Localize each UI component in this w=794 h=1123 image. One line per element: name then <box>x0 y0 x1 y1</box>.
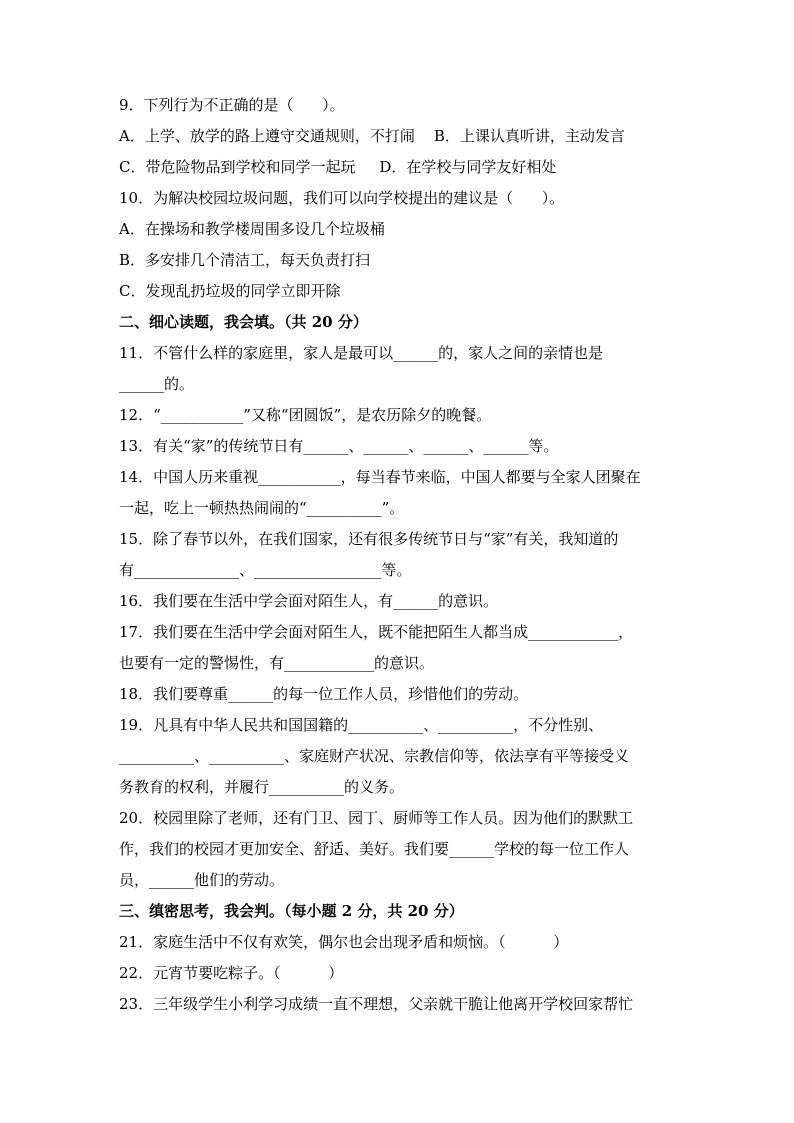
text-line: C．发现乱扔垃圾的同学立即开除 <box>119 282 341 300</box>
text-line: C．带危险物品到学校和同学一起玩 D．在学校与同学友好相处 <box>119 158 557 176</box>
section-heading: 二、细心读题，我会填。（共 20 分） <box>119 313 368 331</box>
text-line: 员，______他们的劳动。 <box>119 871 285 889</box>
text-line: 20．校园里除了老师，还有门卫、园丁、厨师等工作人员。因为他们的默默工 <box>119 809 634 827</box>
text-line: 11．不管什么样的家庭里，家人是最可以______的，家人之间的亲情也是 <box>119 344 604 362</box>
text-line: 18．我们要尊重______的每一位工作人员，珍惜他们的劳动。 <box>119 685 529 703</box>
text-line: 一起，吃上一顿热热闹闹的“__________”。 <box>119 499 405 517</box>
text-line: 19．凡具有中华人民共和国国籍的__________、__________，不分性别、 <box>119 716 604 734</box>
text-line: 14．中国人历来重视___________，每当春节来临，中国人都要与全家人团聚在 <box>119 468 641 486</box>
text-line: 有______________、_________________等。 <box>119 561 412 579</box>
text-line: 13．有关“家”的传统节日有______、______、______、______等。 <box>119 437 559 455</box>
text-line: 务教育的权利，并履行__________的义务。 <box>119 778 405 796</box>
section-heading: 三、缜密思考，我会判。（每小题 2 分，共 20 分） <box>119 902 464 920</box>
text-line: 21．家庭生活中不仅有欢笑，偶尔也会出现矛盾和烦恼。（ ） <box>119 933 569 951</box>
text-line: 23．三年级学生小利学习成绩一直不理想，父亲就干脆让他离开学校回家帮忙 <box>119 995 634 1013</box>
text-line: __________、__________、家庭财产状况、宗教信仰等，依法享有平等接受义 <box>119 747 630 765</box>
text-line: 16．我们要在生活中学会面对陌生人，有______的意识。 <box>119 592 499 610</box>
text-line: ______的。 <box>119 375 195 393</box>
text-line: 9．下列行为不正确的是（ ）。 <box>119 96 345 114</box>
text-line: 10．为解决校园垃圾问题，我们可以向学校提出的建议是（ ）。 <box>119 189 565 207</box>
text-line: 12．“___________”又称“团圆饭”，是农历除夕的晚餐。 <box>119 406 492 424</box>
text-line: 17．我们要在生活中学会面对陌生人，既不能把陌生人都当成____________， <box>119 623 634 641</box>
text-line: 15．除了春节以外，在我们国家，还有很多传统节日与“家”有关，我知道的 <box>119 530 619 548</box>
text-line: 也要有一定的警惕性，有____________的意识。 <box>119 654 435 672</box>
text-line: A．上学、放学的路上遵守交通规则，不打闹 B．上课认真听讲，主动发言 <box>119 127 625 145</box>
text-line: B．多安排几个清洁工，每天负责打扫 <box>119 251 371 269</box>
text-line: 22．元宵节要吃粽子。（ ） <box>119 964 344 982</box>
text-line: 作，我们的校园才更加安全、舒适、美好。我们要______学校的每一位工作人 <box>119 840 630 858</box>
text-line: A．在操场和教学楼周围多设几个垃圾桶 <box>119 220 385 238</box>
